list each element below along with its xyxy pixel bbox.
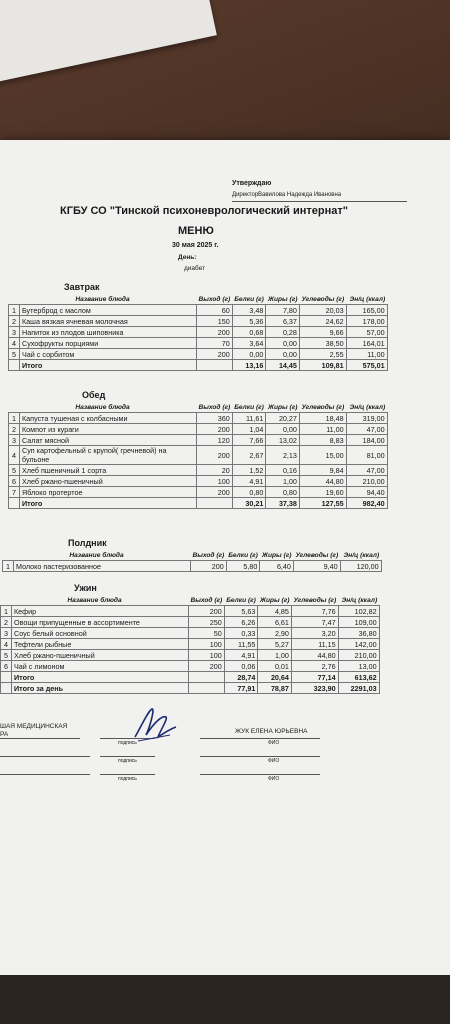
dish-carb: 9,84: [299, 465, 346, 476]
signature-line: [200, 738, 320, 739]
dish-carb: 9,40: [293, 561, 340, 572]
dish-energy: 57,00: [346, 327, 387, 338]
handwritten-signature-icon: [130, 705, 180, 745]
total-label: Итого: [20, 360, 197, 371]
total-fat: 20,64: [258, 672, 292, 683]
dish-energy: 165,00: [346, 305, 387, 316]
total-prot: 13,16: [232, 360, 266, 371]
dish-energy: 210,00: [346, 476, 387, 487]
dish-prot: 1,52: [232, 465, 266, 476]
dish-fat: 4,85: [258, 606, 292, 617]
day-total-energy: 2291,03: [338, 683, 379, 694]
total-carb: 77,14: [291, 672, 338, 683]
row-num-empty: [9, 498, 20, 509]
row-num: 4: [9, 338, 20, 349]
dish-fat: 2,13: [266, 446, 300, 465]
row-num: 6: [1, 661, 12, 672]
section-title-snack: Полдник: [68, 538, 107, 548]
col-fat: Жиры (г): [267, 296, 298, 303]
total-fat: 37,38: [266, 498, 300, 509]
total-energy: 575,01: [346, 360, 387, 371]
dish-energy: 13,00: [338, 661, 379, 672]
row-num: 6: [9, 476, 20, 487]
director-signature-line: [232, 201, 407, 202]
col-name: Название блюда: [69, 552, 124, 559]
total-label: Итого: [20, 498, 197, 509]
dish-out: 200: [197, 327, 233, 338]
col-energy: Эн/ц (ккал): [341, 597, 378, 604]
nurse-title-line1: ШАЯ МЕДИЦИНСКАЯ: [0, 723, 68, 730]
dish-fat: 0,00: [266, 424, 300, 435]
dish-prot: 3,64: [232, 338, 266, 349]
row-num: 2: [1, 617, 12, 628]
col-name: Название блюда: [67, 597, 122, 604]
day-total-fat: 78,87: [258, 683, 292, 694]
dish-out: 100: [197, 476, 233, 487]
dish-out: 70: [197, 338, 233, 349]
dish-carb: 2,55: [299, 349, 346, 360]
dish-out: 200: [197, 424, 233, 435]
col-fat: Жиры (г): [261, 552, 292, 559]
total-energy: 613,62: [338, 672, 379, 683]
dish-carb: 19,60: [299, 487, 346, 498]
col-out: Выход (г): [198, 296, 231, 303]
dish-energy: 120,00: [340, 561, 381, 572]
row-num-empty: [1, 672, 12, 683]
signature-line: [100, 756, 155, 757]
row-num: 2: [9, 316, 20, 327]
dish-out: 100: [189, 650, 225, 661]
dish-fat: 5,27: [258, 639, 292, 650]
dish-out: 50: [189, 628, 225, 639]
dish-prot: 4,91: [232, 476, 266, 487]
table-row: [9, 349, 388, 360]
director-label: Директор: [232, 192, 259, 198]
total-label: Итого: [12, 672, 189, 683]
section-title-lunch: Обед: [82, 390, 106, 400]
row-num: 2: [9, 424, 20, 435]
dish-name: Суп картофельный с крупой( гречневой) на бульоне: [20, 446, 197, 465]
dish-energy: 47,00: [346, 424, 387, 435]
dish-fat: 1,00: [258, 650, 292, 661]
total-row: [1, 672, 380, 683]
day-label: День:: [178, 254, 197, 261]
row-num: 4: [1, 639, 12, 650]
total-energy: 982,40: [346, 498, 387, 509]
dish-carb: 3,20: [291, 628, 338, 639]
dish-fat: 0,28: [266, 327, 300, 338]
dish-carb: 11,00: [299, 424, 346, 435]
row-num-empty: [1, 683, 12, 694]
dish-name: Соус белый основной: [12, 628, 189, 639]
day-total-carb: 323,90: [291, 683, 338, 694]
total-prot: 28,74: [224, 672, 258, 683]
dish-carb: 8,83: [299, 435, 346, 446]
total-row: [9, 498, 388, 509]
dish-carb: 24,62: [299, 316, 346, 327]
dish-out: 200: [191, 561, 227, 572]
dish-prot: 11,55: [224, 639, 258, 650]
dish-name: Хлеб ржано-пшеничный: [12, 650, 189, 661]
dish-name: Овощи припущенные в ассортименте: [12, 617, 189, 628]
dish-prot: 0,68: [232, 327, 266, 338]
dish-fat: 6,61: [258, 617, 292, 628]
dish-carb: 18,48: [299, 413, 346, 424]
total-row: [9, 360, 388, 371]
dish-energy: 164,01: [346, 338, 387, 349]
dish-name: Яблоко протертое: [20, 487, 197, 498]
col-energy: Эн/ц (ккал): [349, 296, 386, 303]
table-row: [9, 424, 388, 435]
caption-sign: подпись: [118, 740, 137, 746]
table-row: [1, 639, 380, 650]
table-header-row: [9, 403, 388, 413]
organization-title: КГБУ СО "Тинской психоневрологический интернат": [60, 205, 348, 217]
dish-fat: 6,40: [260, 561, 294, 572]
table-row: [9, 476, 388, 487]
dish-name: Компот из кураги: [20, 424, 197, 435]
col-carb: Углеводы (г): [295, 552, 339, 559]
dish-prot: 1,04: [232, 424, 266, 435]
signature-line: [100, 774, 155, 775]
dish-prot: 5,80: [226, 561, 260, 572]
director-name: Вавилова Надежда Ивановна: [258, 192, 342, 198]
snack-table: [2, 551, 382, 572]
caption-fio: ФИО: [268, 776, 280, 782]
table-row: [1, 661, 380, 672]
table-row: [9, 446, 388, 465]
row-num: 1: [1, 606, 12, 617]
total-prot: 30,21: [232, 498, 266, 509]
dish-energy: 94,40: [346, 487, 387, 498]
row-num: 3: [9, 327, 20, 338]
dish-energy: 319,00: [346, 413, 387, 424]
dish-out: 200: [197, 349, 233, 360]
dish-out: 120: [197, 435, 233, 446]
dish-out: 200: [189, 661, 225, 672]
dish-name: Кефир: [12, 606, 189, 617]
dish-carb: 11,15: [291, 639, 338, 650]
caption-fio: ФИО: [268, 740, 280, 746]
row-num: 1: [9, 305, 20, 316]
row-num: 4: [9, 446, 20, 465]
approval-label: Утверждаю: [232, 180, 272, 187]
dish-out: 360: [197, 413, 233, 424]
col-energy: Эн/ц (ккал): [343, 552, 380, 559]
dish-prot: 5,63: [224, 606, 258, 617]
dish-fat: 0,01: [258, 661, 292, 672]
col-fat: Жиры (г): [267, 404, 298, 411]
dish-energy: 210,00: [338, 650, 379, 661]
dish-name: Чай с сорбитом: [20, 349, 197, 360]
col-prot: Белки (г): [228, 552, 258, 559]
dish-name: Бутерброд с маслом: [20, 305, 197, 316]
dish-out: 250: [189, 617, 225, 628]
row-num: 5: [9, 349, 20, 360]
dinner-table: [0, 596, 380, 694]
total-out-empty: [197, 498, 233, 509]
dish-fat: 0,00: [266, 338, 300, 349]
dish-name: Сухофрукты порциями: [20, 338, 197, 349]
dish-prot: 0,06: [224, 661, 258, 672]
dish-out: 100: [189, 639, 225, 650]
day-total-row: [1, 683, 380, 694]
dish-out: 200: [189, 606, 225, 617]
row-num: 1: [3, 561, 14, 572]
col-carb: Углеводы (г): [293, 597, 337, 604]
signature-line: [200, 774, 320, 775]
total-fat: 14,45: [266, 360, 300, 371]
table-row: [1, 650, 380, 661]
row-num: 1: [9, 413, 20, 424]
day-total-label: Итого за день: [12, 683, 189, 694]
dish-name: Чай с лимоном: [12, 661, 189, 672]
dish-prot: 2,67: [232, 446, 266, 465]
menu-document-sheet: [0, 140, 450, 975]
dish-out: 200: [197, 446, 233, 465]
dish-prot: 5,36: [232, 316, 266, 327]
section-title-breakfast: Завтрак: [64, 282, 100, 292]
dish-name: Напиток из плодов шиповника: [20, 327, 197, 338]
table-row: [9, 305, 388, 316]
dish-carb: 38,50: [299, 338, 346, 349]
table-row: [9, 327, 388, 338]
signature-line: [0, 774, 90, 775]
dish-energy: 47,00: [346, 465, 387, 476]
dish-carb: 44,80: [291, 650, 338, 661]
caption-sign: подпись: [118, 758, 137, 764]
table-row: [9, 338, 388, 349]
dish-prot: 6,26: [224, 617, 258, 628]
dish-carb: 7,47: [291, 617, 338, 628]
total-carb: 127,55: [299, 498, 346, 509]
dish-out: 200: [197, 487, 233, 498]
total-out-empty: [189, 672, 225, 683]
dish-carb: 7,76: [291, 606, 338, 617]
dish-fat: 13,02: [266, 435, 300, 446]
dish-fat: 7,80: [266, 305, 300, 316]
dish-prot: 0,00: [232, 349, 266, 360]
dish-energy: 109,00: [338, 617, 379, 628]
dish-carb: 20,03: [299, 305, 346, 316]
dish-name: Салат мясной: [20, 435, 197, 446]
total-out-empty: [189, 683, 225, 694]
dish-prot: 11,61: [232, 413, 266, 424]
dish-carb: 15,00: [299, 446, 346, 465]
section-title-dinner: Ужин: [74, 583, 97, 593]
dish-prot: 0,80: [232, 487, 266, 498]
dish-name: Капуста тушеная с колбасными: [20, 413, 197, 424]
dish-fat: 0,00: [266, 349, 300, 360]
dish-carb: 9,66: [299, 327, 346, 338]
col-prot: Белки (г): [234, 404, 264, 411]
lunch-table: [8, 403, 388, 509]
dish-name: Хлеб ржано-пшеничный: [20, 476, 197, 487]
table-row: [9, 413, 388, 424]
dish-out: 20: [197, 465, 233, 476]
row-num: 5: [1, 650, 12, 661]
dish-energy: 102,82: [338, 606, 379, 617]
col-fat: Жиры (г): [259, 597, 290, 604]
table-header-row: [1, 596, 380, 606]
dish-fat: 1,00: [266, 476, 300, 487]
dish-name: Каша вязкая ячневая молочная: [20, 316, 197, 327]
table-row: [3, 561, 382, 572]
row-num-empty: [9, 360, 20, 371]
dish-name: Молоко пастеризованное: [14, 561, 191, 572]
col-carb: Углеводы (г): [301, 404, 345, 411]
col-name: Название блюда: [75, 404, 130, 411]
col-prot: Белки (г): [226, 597, 256, 604]
total-out-empty: [197, 360, 233, 371]
table-header-row: [9, 295, 388, 305]
table-row: [1, 617, 380, 628]
dish-fat: 6,37: [266, 316, 300, 327]
diet-type: диабет: [184, 265, 206, 272]
dish-prot: 4,91: [224, 650, 258, 661]
col-prot: Белки (г): [234, 296, 264, 303]
menu-date: 30 мая 2025 г.: [172, 242, 219, 249]
total-carb: 109,81: [299, 360, 346, 371]
dish-carb: 2,76: [291, 661, 338, 672]
table-row: [9, 316, 388, 327]
dish-fat: 20,27: [266, 413, 300, 424]
signature-line: [0, 738, 80, 739]
document-title: МЕНЮ: [178, 225, 214, 237]
table-row: [9, 435, 388, 446]
caption-fio: ФИО: [268, 758, 280, 764]
col-carb: Углеводы (г): [301, 296, 345, 303]
table-row: [9, 465, 388, 476]
dish-out: 150: [197, 316, 233, 327]
col-name: Название блюда: [75, 296, 130, 303]
caption-sign: подпись: [118, 776, 137, 782]
dish-name: Тефтели рыбные: [12, 639, 189, 650]
dish-energy: 184,00: [346, 435, 387, 446]
col-out: Выход (г): [190, 597, 223, 604]
dish-prot: 0,33: [224, 628, 258, 639]
row-num: 5: [9, 465, 20, 476]
dish-energy: 178,00: [346, 316, 387, 327]
dish-energy: 142,00: [338, 639, 379, 650]
signature-line: [0, 756, 90, 757]
nurse-name: ЖУК ЕЛЕНА ЮРЬЕВНА: [235, 728, 308, 735]
signature-line: [200, 756, 320, 757]
dish-out: 60: [197, 305, 233, 316]
table-row: [1, 628, 380, 639]
col-out: Выход (г): [198, 404, 231, 411]
row-num: 7: [9, 487, 20, 498]
nurse-title-line2: РА: [0, 731, 9, 738]
table-header-row: [3, 551, 382, 561]
dish-energy: 36,80: [338, 628, 379, 639]
row-num: 3: [1, 628, 12, 639]
dish-name: Хлеб пшеничный 1 сорта: [20, 465, 197, 476]
col-out: Выход (г): [192, 552, 225, 559]
dish-energy: 81,00: [346, 446, 387, 465]
row-num: 3: [9, 435, 20, 446]
table-row: [1, 606, 380, 617]
day-total-prot: 77,91: [224, 683, 258, 694]
dish-fat: 0,80: [266, 487, 300, 498]
dish-fat: 0,16: [266, 465, 300, 476]
breakfast-table: [8, 295, 388, 371]
table-row: [9, 487, 388, 498]
dish-prot: 3,48: [232, 305, 266, 316]
dish-prot: 7,66: [232, 435, 266, 446]
dish-carb: 44,80: [299, 476, 346, 487]
table-edge-background: [0, 975, 450, 1024]
col-energy: Эн/ц (ккал): [349, 404, 386, 411]
dish-energy: 11,00: [346, 349, 387, 360]
dish-fat: 2,90: [258, 628, 292, 639]
